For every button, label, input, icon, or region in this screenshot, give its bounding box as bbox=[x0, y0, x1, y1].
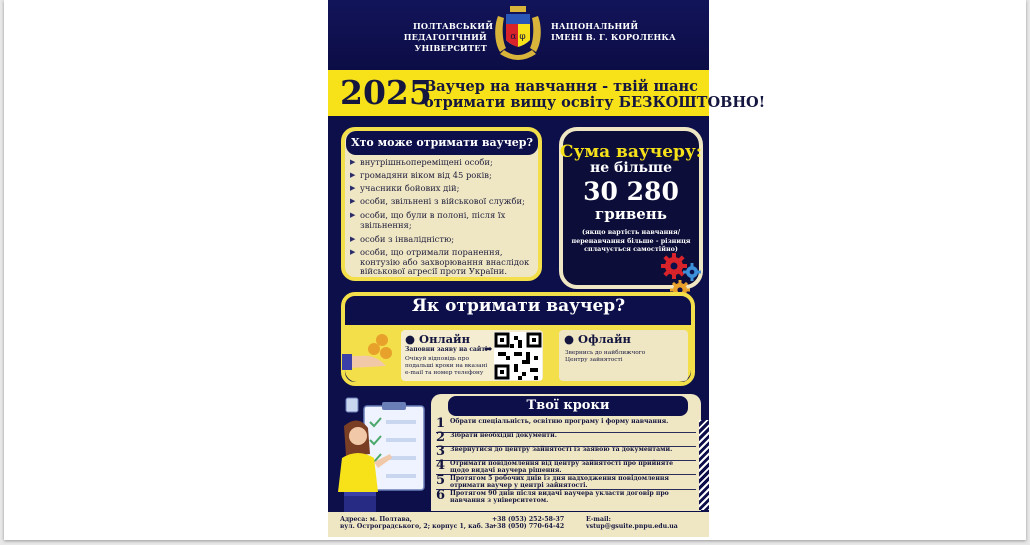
voucher-sum-title: Сума ваучеру: bbox=[559, 142, 703, 162]
eligibility-item: ▶ внутрішньопереміщені особи; bbox=[350, 158, 548, 168]
voucher-currency: гривень bbox=[595, 205, 667, 223]
voucher-sum-note: (якщо вартість навчання/ перенавчання більше - різниця сплачується самостійно) bbox=[571, 228, 691, 253]
footer-email-label: E-mail: bbox=[586, 516, 611, 523]
university-name-left-2: ПЕДАГОГІЧНИЙ УНІВЕРСИТЕТ bbox=[403, 32, 487, 53]
eligibility-item: ▶ особи, звільнені з військової служби; bbox=[350, 197, 548, 207]
qr-code-link[interactable] bbox=[494, 332, 542, 380]
eligibility-item: ▶ особи, що були в полоні, після їх звільнення; bbox=[350, 211, 520, 230]
voucher-amount: 30 280 bbox=[583, 177, 679, 206]
step-text: Звернутися до центру зайнятості із заявою та документами. bbox=[450, 446, 673, 453]
step-row bbox=[436, 490, 696, 504]
voucher-poster bbox=[328, 0, 766, 537]
eligibility-item: ▶ громадяни віком від 45 років; bbox=[350, 171, 548, 181]
footer-address-line1: Адреса: м. Полтава, bbox=[340, 516, 412, 523]
step-text: Зібрати необхідні документи. bbox=[450, 432, 557, 439]
university-name-right-2: ІМЕНІ В. Г. КОРОЛЕНКА bbox=[551, 32, 676, 42]
step-row bbox=[436, 446, 696, 461]
step-row bbox=[436, 475, 696, 490]
step-number: 4 bbox=[436, 458, 446, 473]
step-text: Отримати повідомлення від центру зайнятості про прийняте щодо видачі ваучера рішення. bbox=[450, 460, 674, 474]
step-text: Протягом 5 робочих днів із дня надходження повідомлення отримати ваучер у центрі зайнятості. bbox=[450, 475, 669, 489]
eligibility-item: ▶ учасники бойових дій; bbox=[350, 184, 548, 194]
step-number: 6 bbox=[436, 488, 446, 503]
offline-note: Звернись до найближчого Центру зайнятості bbox=[565, 350, 646, 363]
crest-letters: α φ bbox=[510, 32, 526, 42]
stripe-decoration bbox=[699, 420, 709, 510]
banner-year: 2025 bbox=[340, 73, 432, 112]
footer-phone1: +38 (053) 252-58-37 bbox=[492, 516, 565, 523]
voucher-sum-subtitle: не більше bbox=[589, 160, 672, 176]
banner-slogan-line2: отримати вищу освіту БЕЗКОШТОВНО! bbox=[424, 94, 766, 111]
step-text: Обрати спеціальність, освітню програму і форму навчання. bbox=[450, 418, 669, 425]
step-row bbox=[436, 432, 696, 447]
step-number: 5 bbox=[436, 473, 446, 488]
eligibility-item: ▶ особи з інвалідністю; bbox=[350, 235, 548, 245]
banner-slogan-line1: Ваучер на навчання - твій шанс bbox=[424, 78, 698, 95]
woman-checklist-illustration bbox=[328, 396, 432, 512]
step-row bbox=[436, 460, 696, 475]
university-name-left-1: ПОЛТАВСЬКИЙ bbox=[413, 21, 494, 31]
footer-phone2: +38 (050) 770-64-42 bbox=[492, 523, 565, 530]
step-number: 3 bbox=[436, 444, 446, 459]
steps-title: Твої кроки bbox=[448, 396, 688, 416]
offline-title-row: ● Офлайн bbox=[564, 332, 631, 346]
hand-coins-icon bbox=[342, 330, 398, 370]
online-title: Онлайн bbox=[419, 332, 470, 346]
eligibility-title: Хто може отримати ваучер? bbox=[346, 131, 538, 155]
step-number: 2 bbox=[436, 430, 446, 445]
offline-title: Офлайн bbox=[578, 332, 631, 346]
how-to-get-title: Як отримати ваучер? bbox=[411, 296, 626, 316]
step-text: Протягом 90 днів після видачі ваучера укласти договір про навчання з університетом. bbox=[450, 490, 669, 504]
step-number: 1 bbox=[436, 416, 446, 431]
online-action: Заповни заяву на сайті bbox=[405, 346, 488, 353]
university-name-right-1: НАЦІОНАЛЬНИЙ bbox=[551, 21, 639, 31]
footer-email[interactable]: vstup@gsuite.pnpu.edu.ua bbox=[586, 523, 678, 530]
step-row bbox=[436, 418, 696, 433]
online-title-row: ● Онлайн bbox=[405, 332, 470, 346]
online-note: Очікуй відповідь про подальші кроки на вказані e-mail та номер телефону bbox=[405, 356, 488, 376]
university-crest-icon bbox=[492, 2, 544, 66]
arrow-right-icon: ➡ bbox=[484, 344, 493, 355]
eligibility-item: ▶ особи, що отримали поранення, контузію або захворювання внаслідок військової агресії проти України. bbox=[350, 248, 530, 277]
document-viewer-page bbox=[4, 0, 1026, 540]
footer-address-line2: вул. Остроградського, 2; корпус 1, каб. 3а bbox=[340, 523, 494, 530]
